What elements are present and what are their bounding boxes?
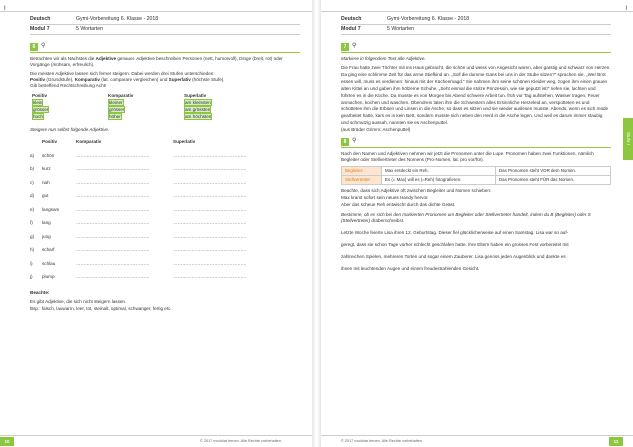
row-label: f) [30,220,33,226]
positiv-word: kurz [42,166,51,172]
komparativ-blank[interactable]: ………………………………………… [76,247,150,253]
row-label: g) [30,233,35,239]
section-8-header [341,138,611,148]
komparativ-blank[interactable]: ………………………………………… [76,260,150,266]
positiv-word: jung [42,233,51,239]
row-label: b) [30,166,35,172]
komparativ-blank[interactable]: ………………………………………… [76,274,150,280]
steigerung-paragraph: Die meisten Adjektive lassen sich ferner steigern. Dabei werden drei Stufen unterschieden: Positiv (Grundstufe), Komparativ (lat. comparare vergleichen) und Superlativ (höchste Stufe). Gib betreffend Rechtschreibung Acht! [30,71,225,89]
text-line: Letzte Woche feierte Lisa ihren 12. Geburtstag. Dieser fiel glücklicherweise auf einen Samstag. Lisa war so auf- [341,230,569,236]
superlativ-blank[interactable]: ………………………………………… [173,274,247,280]
copyright: © 2017 modular lernen. Alle Rechte vorbehalten. [341,439,423,443]
note-line: Beachte, dass sich Adjektive oft zwischen Begleiter und Nomen schieben: [341,187,492,193]
right-content [341,43,611,275]
section-6-header [30,43,300,53]
positiv-word: schlau [42,260,56,266]
text-line: zahlreichen Spielen, mehreren Torten und sogar einem Zauberer. Lisa genoss jeden Augenblick und dankte es [341,254,566,260]
page-header: Deutsch Gymi-Vorbereitung 6. Klasse - 2018 Modul 7 5 Wortarten [341,15,611,35]
exercise-table: Positiv Komparativ Superlativ a) schön ………………………………………… ………………………………………… b) kurz ………………………………………… ………………………………………… c) nah ………………………………………… ………………………………………… d) gut ………………………………………… ………………………………………… e) langsam ………………………………………… ………………………………………… f) lang ………………………………………… ………………………………………… g) jung ………………………………………… ………………………………………… h) scharf ………………………………………… ………………………………………… i) schlau ………………………………………… ………………………………………… j) plump ………………………………………… ………………………………………… [30,136,270,285]
positiv-word: langsam [42,206,60,212]
page-footer [0,435,312,447]
stufe-tab[interactable]: Stufe I [623,118,633,160]
note-line: Bsp.: falsch, lauwarm, leer, tot, steinalt, optimal, schwanger, fertig etc. [30,306,172,312]
section-number: 7 [341,43,349,51]
komparativ-blank[interactable]: ………………………………………… [76,206,150,212]
row-label: e) [30,206,35,212]
comparison-table: Positiv Komparativ Superlativ klein kleiner am kleinsten grösser grösser am grössten hoch höher am höchsten [30,92,260,120]
table-row: klein kleiner am kleinsten [33,99,211,105]
top-bar [0,0,312,12]
top-bar [321,0,633,12]
task-text: Bestimme, ob es sich bei den markierten Pronomen um Begleiter oder Stellvertreter handelt, indem du B (Begleiter) oder S (Stellvertreter) drüberschreibst. [341,212,591,224]
task-text: Steigere nun selbst folgende Adjektive. [30,126,110,132]
row-label: a) [30,152,35,158]
source-text: (aus Brüder Grimm: Aschenputtel) [341,127,411,133]
superlativ-blank[interactable]: ………………………………………… [173,206,247,212]
subject: Deutsch [30,16,51,22]
exercise-row [30,217,270,231]
lightbulb-icon: ⚲ [352,43,357,50]
exercise-row [30,190,270,204]
copyright: © 2017 modular lernen. Alle Rechte vorbehalten. [200,439,282,443]
text-line: geregt, dass sie schon Tage vorher schlecht geschlafen hatte. Ihre Eltern haben ein grosses Fest vorbereitet mit [341,242,569,248]
table-row: hoch höher am höchsten [33,114,212,119]
left-content [30,43,300,315]
topic: 5 Wortarten [76,25,104,32]
text-line: ihnen mit leuchtenden Augen und einem freudestrahlenden Gesicht. [341,266,480,272]
story-text: Die Frau hatte zwei Töchter mit ins Haus gebracht, die schön und weiss von Angesicht waren, aber garstig und schwarz von Herzen. Da ging eine schlimme Zeit für das arme Stiefkind an. „Soll die dumme Gans bei uns in der Stube sitzen?“ sprachen sie. „Wer Brot essen will, muss es verdienen: hinaus mit der Küchenmagd.“ Sie nahmen ihm seine schönen Kleider weg, zogen ihm einen grauen alten Kittel an und gaben ihm hölzerne Schuhe. „Seht einmal die stolze Prinzessin, wie sie geputzt ist!“ riefen sie, lachten und führten es in die Küche. Da musste es von Morgen bis Abend schwere Arbeit tun, früh vor Tag aufstehen, Wasser tragen, Feuer anmachen, kochen und waschen. Obendrein taten ihm die Schwestern alles Ersinnliche Herzeleid an, verspotteten es und schütteten ihm die Erbsen und Linsen in die Asche, so dass es sitzen und sie wieder auslesen musste. Abends, wenn es sich müde gearbeitet hatte, kam es in kein Bett, sondern musste sich neben den Herd in die Asche legen. Und weil es darum immer staubig und schmutzig aussah, nannten sie es Aschenputtel. [341,65,611,126]
section-7-header [341,43,611,53]
positiv-word: plump [42,274,55,280]
row-label: h) [30,247,35,253]
task-text: Markiere in folgendem Text alle Adjektive. [341,56,426,61]
superlativ-blank[interactable]: ………………………………………… [173,193,247,199]
positiv-word: schön [42,152,55,158]
komparativ-blank[interactable]: ………………………………………… [76,233,150,239]
superlativ-blank[interactable]: ………………………………………… [173,166,247,172]
left-page [0,0,312,447]
superlativ-blank[interactable]: ………………………………………… [173,260,247,266]
exercise-row [30,244,270,258]
exercise-row [30,203,270,217]
module: Modul 7 [30,25,50,32]
positiv-word: lang [42,220,51,226]
exercise-row [30,271,270,285]
positiv-word: nah [42,179,50,185]
pronoun-intro: Nach den Namen und Adjektiven nehmen wir jetzt die Pronomen unter die Lupe. Pronomen haben zwei Funktionen, nämlich Begleiter oder Stellvertreter des Nomens (Pro-Nomen, lat. pro vor/für). [341,151,594,163]
positiv-word: gut [42,193,49,199]
superlativ-blank[interactable]: ………………………………………… [173,247,247,253]
komparativ-blank[interactable]: ………………………………………… [76,193,150,199]
course: Gymi-Vorbereitung 6. Klasse - 2018 [76,16,159,22]
page-number: 11 [609,437,623,446]
page-number: 10 [0,437,14,446]
lightbulb-icon: ⚲ [41,43,46,50]
komparativ-blank[interactable]: ………………………………………… [76,166,150,172]
exercise-row [30,257,270,271]
lightbulb-icon: ⚲ [352,138,357,145]
komparativ-blank[interactable]: ………………………………………… [76,152,150,158]
komparativ-blank[interactable]: ………………………………………… [76,220,150,226]
row-label: c) [30,179,34,185]
superlativ-blank[interactable]: ………………………………………… [173,179,247,185]
superlativ-blank[interactable]: ………………………………………… [173,152,247,158]
intro-paragraph: Betrachten wir als Nächstes die Adjektive genauer. Adjektive beschreiben Personen (nett, humorvoll), Dinge (breit, rot) oder Vorgänge (mühsam, erfreulich). [30,56,283,68]
exercise-row [30,176,270,190]
note-title: Beachte: [30,290,50,296]
table-row: Stellvertreter: Es (= Max) will es (=Reh) fotografieren. Das Pronomen steht FÜR das Nomen. [342,176,611,185]
corner-mark: I [625,6,627,12]
row-label: i) [30,260,33,266]
superlativ-blank[interactable]: ………………………………………… [173,233,247,239]
note-line: Es gibt Adjektive, die sich nicht steigern lassen. [30,299,127,305]
corner-mark: I [4,6,6,12]
table-row: Begleiter: Max entdeckt ein Reh. Das Pronomen steht VOR dem Nomen. [342,167,611,176]
section-number: 8 [341,138,349,146]
right-page [321,0,633,447]
exercise-row [30,163,270,177]
gutter [312,0,321,447]
page-header [30,15,300,35]
example-line: Max kramt sofort sein neues Handy hervor. [341,194,429,200]
row-label: j) [30,274,33,280]
komparativ-blank[interactable]: ………………………………………… [76,179,150,185]
exercise-text [341,227,611,275]
exercise-row [30,149,270,163]
pronoun-table [341,166,611,185]
positiv-word: scharf [42,247,55,253]
table-row: grösser grösser am grössten [33,106,211,112]
superlativ-blank[interactable]: ………………………………………… [173,220,247,226]
example-line: Aber das scheue Reh entwischt durch das dichte Geäst. [341,202,456,208]
page-footer [321,435,633,447]
section-number: 6 [30,43,38,51]
exercise-row [30,230,270,244]
row-label: d) [30,193,35,199]
